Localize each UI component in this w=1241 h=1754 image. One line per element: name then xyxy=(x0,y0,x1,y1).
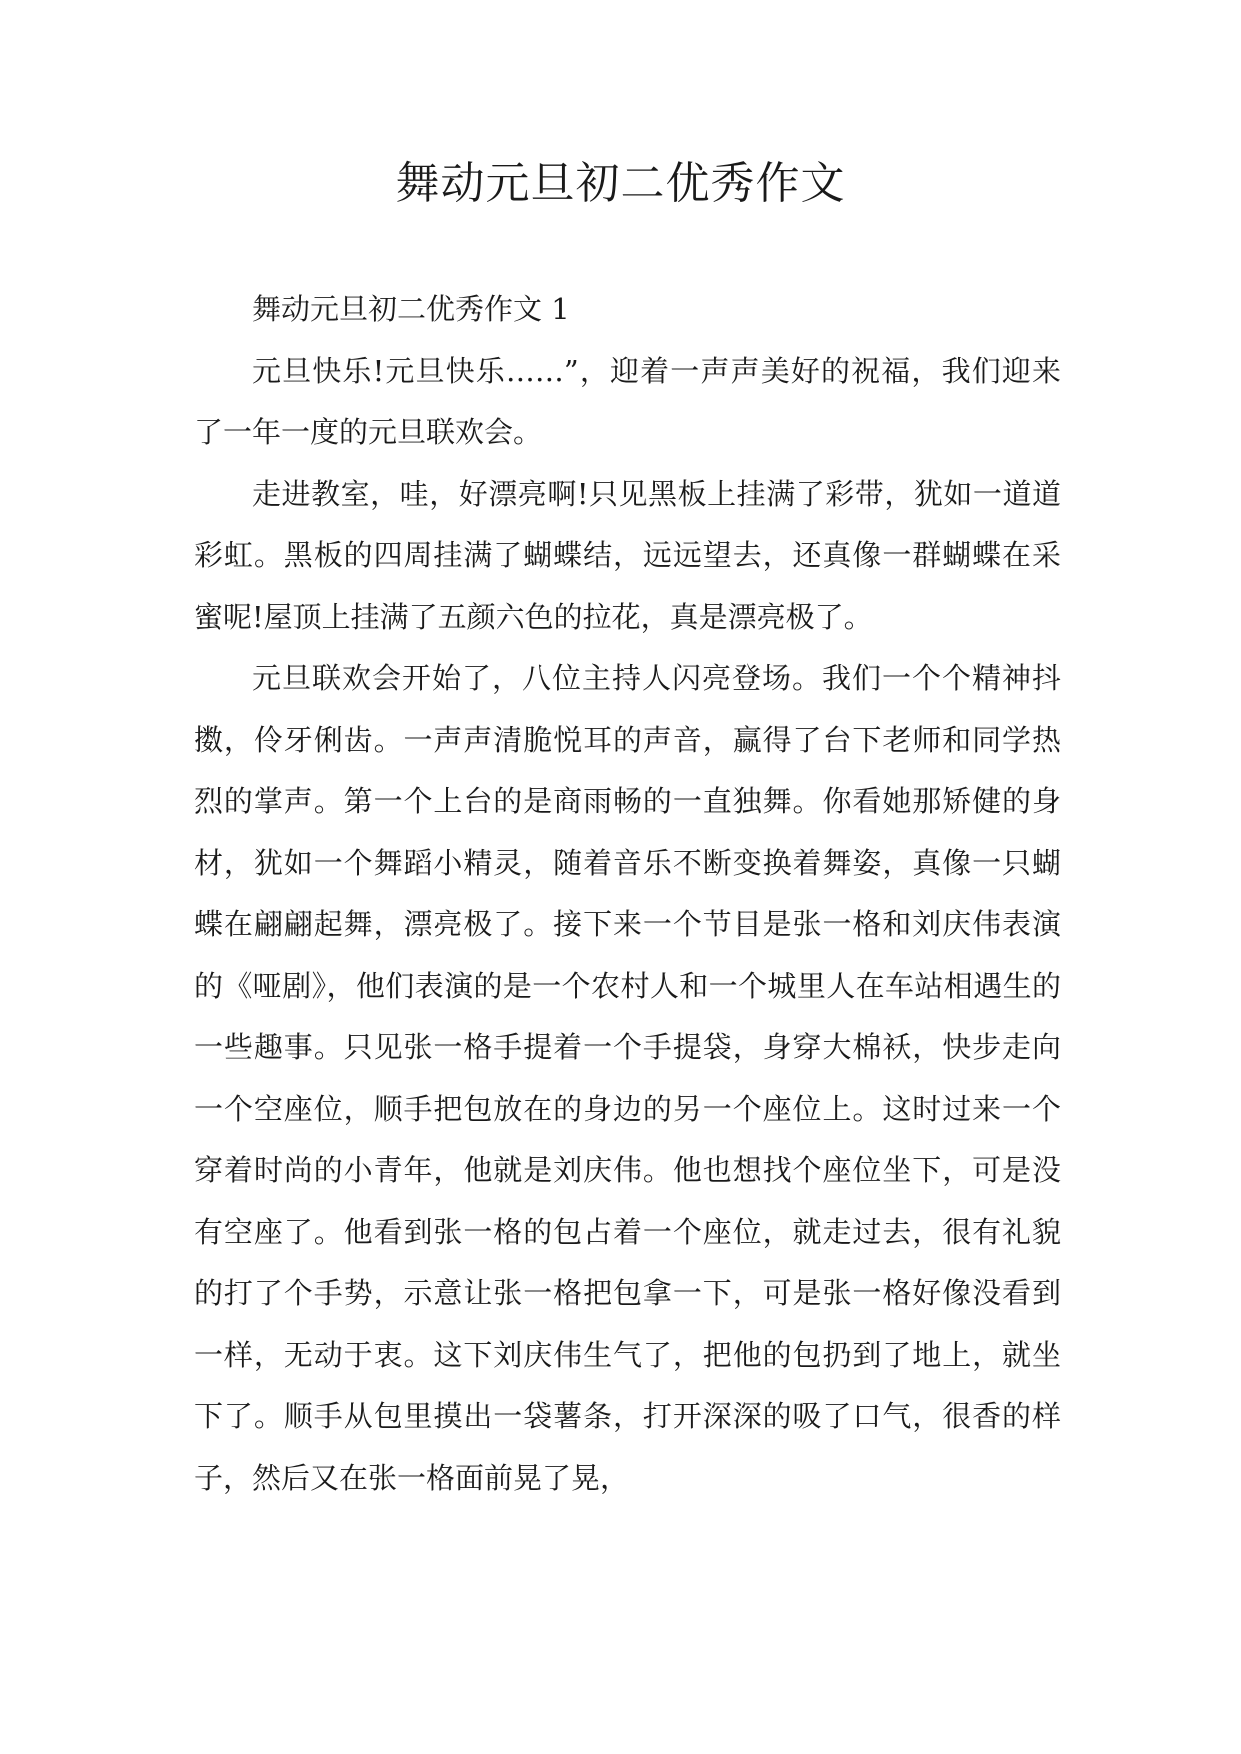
document-title: 舞动元旦初二优秀作文 xyxy=(395,158,846,209)
paragraph-3: 元旦联欢会开始了，八位主持人闪亮登场。我们一个个精神抖擞，伶牙俐齿。一声声清脆悦耳的声音，赢得了台下老师和同学热烈的掌声。第一个上台的是商雨畅的一直独舞。你看她那矫健的身材，犹如一个舞蹈小精灵，随着音乐不断变换着舞姿，真像一只蝴蝶在翩翩起舞，漂亮极了。接下来一个节目是张一格和刘庆伟表演的《哑剧》，他们表演的是一个农村人和一个城里人在车站相遇生的一些趣事。只见张一格手提着一个手提袋，身穿大棉袄，快步走向一个空座位，顺手把包放在的身边的另一个座位上。这时过来一个穿着时尚的小青年，他就是刘庆伟。他也想找个座位坐下，可是没有空座了。他看到张一格的包占着一个座位，就走过去，很有礼貌的打了个手势，示意让张一格把包拿一下，可是张一格好像没看到一样，无动于衷。这下刘庆伟生气了，把他的包扔到了地上，就坐下了。顺手从包里摸出一袋薯条，打开深深的吸了口气，很香的样子，然后又在张一格面前晃了晃， xyxy=(194,661,1061,1495)
paragraph-2: 走进教室，哇，好漂亮啊!只见黑板上挂满了彩带，犹如一道道彩虹。黑板的四周挂满了蝴蝶结，远远望去，还真像一群蝴蝶在采蜜呢!屋顶上挂满了五颜六色的拉花，真是漂亮极了。 xyxy=(194,476,1061,634)
paragraph-subtitle: 舞动元旦初二优秀作文 1 xyxy=(252,292,570,326)
document-body xyxy=(194,279,1061,1509)
paragraph-1: 元旦快乐!元旦快乐……”，迎着一声声美好的祝福，我们迎来了一年一度的元旦联欢会。 xyxy=(194,353,1061,449)
